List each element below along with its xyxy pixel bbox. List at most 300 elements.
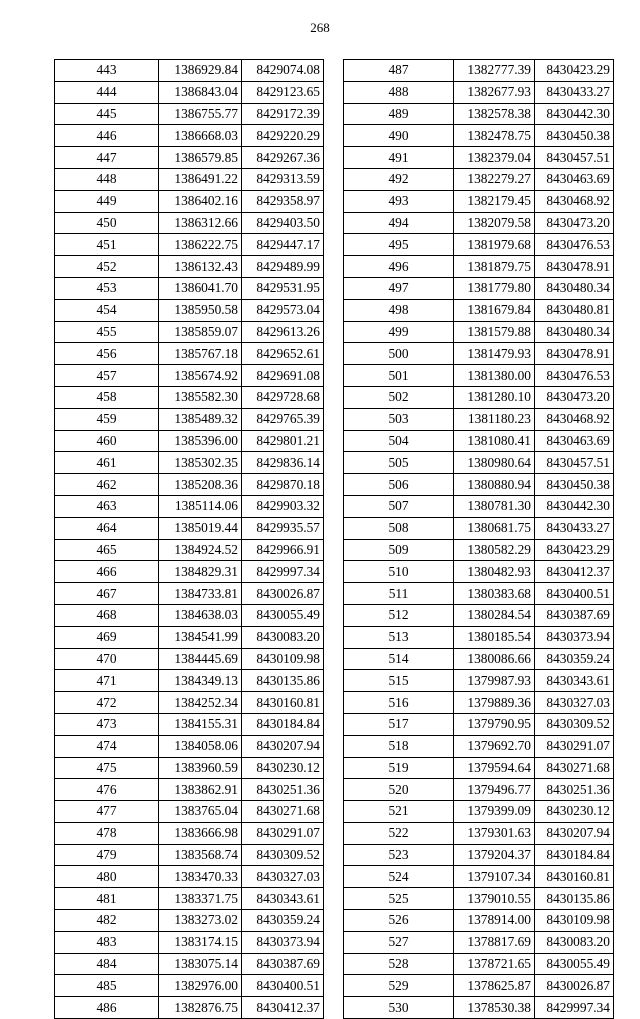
- point-number-cell: 521: [344, 801, 454, 823]
- table-row: [344, 561, 614, 583]
- y-coordinate-cell: 8430473.20: [535, 212, 614, 234]
- y-coordinate-cell: 8430423.29: [535, 60, 614, 82]
- table-row: [344, 408, 614, 430]
- y-coordinate-cell: 8430055.49: [535, 953, 614, 975]
- table-row: [344, 931, 614, 953]
- x-coordinate-cell: 1384638.03: [159, 604, 242, 626]
- table-row: [55, 452, 324, 474]
- point-number-cell: 466: [55, 561, 159, 583]
- table-row: [55, 386, 324, 408]
- x-coordinate-cell: 1386402.16: [159, 190, 242, 212]
- y-coordinate-cell: 8430309.52: [535, 713, 614, 735]
- x-coordinate-cell: 1385950.58: [159, 299, 242, 321]
- coordinates-table-right: [343, 59, 614, 1019]
- point-number-cell: 517: [344, 713, 454, 735]
- x-coordinate-cell: 1384829.31: [159, 561, 242, 583]
- y-coordinate-cell: 8430055.49: [242, 604, 324, 626]
- point-number-cell: 500: [344, 343, 454, 365]
- x-coordinate-cell: 1378625.87: [454, 975, 535, 997]
- table-row: [55, 822, 324, 844]
- point-number-cell: 525: [344, 888, 454, 910]
- y-coordinate-cell: 8429966.91: [242, 539, 324, 561]
- x-coordinate-cell: 1380482.93: [454, 561, 535, 583]
- y-coordinate-cell: 8429652.61: [242, 343, 324, 365]
- y-coordinate-cell: 8430478.91: [535, 256, 614, 278]
- x-coordinate-cell: 1381280.10: [454, 386, 535, 408]
- point-number-cell: 484: [55, 953, 159, 975]
- table-row: [344, 386, 614, 408]
- table-row: [55, 735, 324, 757]
- table-row: [344, 452, 614, 474]
- x-coordinate-cell: 1386132.43: [159, 256, 242, 278]
- point-number-cell: 464: [55, 517, 159, 539]
- y-coordinate-cell: 8430412.37: [242, 997, 324, 1019]
- x-coordinate-cell: 1379889.36: [454, 692, 535, 714]
- point-number-cell: 512: [344, 604, 454, 626]
- y-coordinate-cell: 8429836.14: [242, 452, 324, 474]
- table-row: [344, 975, 614, 997]
- table-row: [344, 365, 614, 387]
- y-coordinate-cell: 8429870.18: [242, 474, 324, 496]
- x-coordinate-cell: 1380582.29: [454, 539, 535, 561]
- table-row: [344, 430, 614, 452]
- table-row: [344, 844, 614, 866]
- table-row: [55, 888, 324, 910]
- table-row: [344, 779, 614, 801]
- y-coordinate-cell: 8429358.97: [242, 190, 324, 212]
- point-number-cell: 474: [55, 735, 159, 757]
- x-coordinate-cell: 1385582.30: [159, 386, 242, 408]
- x-coordinate-cell: 1382777.39: [454, 60, 535, 82]
- table-row: [344, 495, 614, 517]
- y-coordinate-cell: 8430271.68: [242, 801, 324, 823]
- y-coordinate-cell: 8430442.30: [535, 495, 614, 517]
- table-row: [55, 670, 324, 692]
- table-row: [55, 321, 324, 343]
- point-number-cell: 472: [55, 692, 159, 714]
- x-coordinate-cell: 1381679.84: [454, 299, 535, 321]
- x-coordinate-cell: 1379107.34: [454, 866, 535, 888]
- table-row: [55, 997, 324, 1019]
- table-row: [55, 430, 324, 452]
- y-coordinate-cell: 8430207.94: [242, 735, 324, 757]
- y-coordinate-cell: 8429074.08: [242, 60, 324, 82]
- table-row: [55, 125, 324, 147]
- table-row: [344, 277, 614, 299]
- y-coordinate-cell: 8430463.69: [535, 168, 614, 190]
- point-number-cell: 457: [55, 365, 159, 387]
- point-number-cell: 475: [55, 757, 159, 779]
- table-row: [55, 299, 324, 321]
- point-number-cell: 462: [55, 474, 159, 496]
- x-coordinate-cell: 1380681.75: [454, 517, 535, 539]
- point-number-cell: 450: [55, 212, 159, 234]
- x-coordinate-cell: 1384733.81: [159, 583, 242, 605]
- x-coordinate-cell: 1384252.34: [159, 692, 242, 714]
- y-coordinate-cell: 8429489.99: [242, 256, 324, 278]
- point-number-cell: 522: [344, 822, 454, 844]
- table-row: [55, 583, 324, 605]
- point-number-cell: 498: [344, 299, 454, 321]
- point-number-cell: 449: [55, 190, 159, 212]
- table-row: [344, 626, 614, 648]
- point-number-cell: 520: [344, 779, 454, 801]
- x-coordinate-cell: 1382279.27: [454, 168, 535, 190]
- table-row: [55, 168, 324, 190]
- y-coordinate-cell: 8430423.29: [535, 539, 614, 561]
- table-row: [344, 474, 614, 496]
- table-row: [55, 844, 324, 866]
- y-coordinate-cell: 8430230.12: [242, 757, 324, 779]
- point-number-cell: 456: [55, 343, 159, 365]
- point-number-cell: 452: [55, 256, 159, 278]
- table-row: [344, 670, 614, 692]
- point-number-cell: 479: [55, 844, 159, 866]
- table-body-right: [344, 60, 614, 1019]
- y-coordinate-cell: 8429997.34: [535, 997, 614, 1019]
- y-coordinate-cell: 8430442.30: [535, 103, 614, 125]
- x-coordinate-cell: 1383765.04: [159, 801, 242, 823]
- y-coordinate-cell: 8430373.94: [535, 626, 614, 648]
- y-coordinate-cell: 8430160.81: [242, 692, 324, 714]
- table-row: [55, 910, 324, 932]
- x-coordinate-cell: 1380383.68: [454, 583, 535, 605]
- y-coordinate-cell: 8430478.91: [535, 343, 614, 365]
- y-coordinate-cell: 8430457.51: [535, 147, 614, 169]
- y-coordinate-cell: 8430387.69: [242, 953, 324, 975]
- point-number-cell: 506: [344, 474, 454, 496]
- table-row: [55, 604, 324, 626]
- y-coordinate-cell: 8429123.65: [242, 81, 324, 103]
- table-row: [344, 299, 614, 321]
- point-number-cell: 469: [55, 626, 159, 648]
- table-row: [344, 801, 614, 823]
- point-number-cell: 463: [55, 495, 159, 517]
- x-coordinate-cell: 1380284.54: [454, 604, 535, 626]
- y-coordinate-cell: 8430359.24: [242, 910, 324, 932]
- point-number-cell: 516: [344, 692, 454, 714]
- table-row: [55, 147, 324, 169]
- point-number-cell: 453: [55, 277, 159, 299]
- y-coordinate-cell: 8429935.57: [242, 517, 324, 539]
- point-number-cell: 501: [344, 365, 454, 387]
- x-coordinate-cell: 1379496.77: [454, 779, 535, 801]
- x-coordinate-cell: 1378530.38: [454, 997, 535, 1019]
- y-coordinate-cell: 8430450.38: [535, 125, 614, 147]
- table-row: [55, 953, 324, 975]
- point-number-cell: 497: [344, 277, 454, 299]
- table-row: [344, 604, 614, 626]
- x-coordinate-cell: 1382379.04: [454, 147, 535, 169]
- point-number-cell: 510: [344, 561, 454, 583]
- x-coordinate-cell: 1383960.59: [159, 757, 242, 779]
- point-number-cell: 461: [55, 452, 159, 474]
- table-row: [55, 539, 324, 561]
- table-row: [55, 212, 324, 234]
- x-coordinate-cell: 1384924.52: [159, 539, 242, 561]
- point-number-cell: 468: [55, 604, 159, 626]
- table-row: [344, 343, 614, 365]
- y-coordinate-cell: 8430160.81: [535, 866, 614, 888]
- y-coordinate-cell: 8430433.27: [535, 517, 614, 539]
- x-coordinate-cell: 1386041.70: [159, 277, 242, 299]
- x-coordinate-cell: 1386929.84: [159, 60, 242, 82]
- y-coordinate-cell: 8430184.84: [242, 713, 324, 735]
- point-number-cell: 481: [55, 888, 159, 910]
- table-row: [344, 190, 614, 212]
- x-coordinate-cell: 1385489.32: [159, 408, 242, 430]
- x-coordinate-cell: 1381579.88: [454, 321, 535, 343]
- y-coordinate-cell: 8430135.86: [242, 670, 324, 692]
- x-coordinate-cell: 1382478.75: [454, 125, 535, 147]
- point-number-cell: 467: [55, 583, 159, 605]
- point-number-cell: 526: [344, 910, 454, 932]
- table-row: [344, 168, 614, 190]
- point-number-cell: 509: [344, 539, 454, 561]
- point-number-cell: 477: [55, 801, 159, 823]
- point-number-cell: 496: [344, 256, 454, 278]
- x-coordinate-cell: 1386579.85: [159, 147, 242, 169]
- y-coordinate-cell: 8430109.98: [535, 910, 614, 932]
- point-number-cell: 486: [55, 997, 159, 1019]
- x-coordinate-cell: 1380086.66: [454, 648, 535, 670]
- point-number-cell: 465: [55, 539, 159, 561]
- table-row: [344, 321, 614, 343]
- point-number-cell: 487: [344, 60, 454, 82]
- point-number-cell: 483: [55, 931, 159, 953]
- y-coordinate-cell: 8430457.51: [535, 452, 614, 474]
- table-row: [344, 713, 614, 735]
- x-coordinate-cell: 1381879.75: [454, 256, 535, 278]
- table-row: [55, 256, 324, 278]
- table-row: [55, 757, 324, 779]
- table-row: [55, 81, 324, 103]
- x-coordinate-cell: 1378721.65: [454, 953, 535, 975]
- x-coordinate-cell: 1383371.75: [159, 888, 242, 910]
- y-coordinate-cell: 8429691.08: [242, 365, 324, 387]
- table-row: [344, 822, 614, 844]
- page-number: 268: [310, 20, 330, 35]
- table-row: [55, 343, 324, 365]
- y-coordinate-cell: 8430291.07: [535, 735, 614, 757]
- y-coordinate-cell: 8430109.98: [242, 648, 324, 670]
- x-coordinate-cell: 1379692.70: [454, 735, 535, 757]
- y-coordinate-cell: 8430433.27: [535, 81, 614, 103]
- point-number-cell: 454: [55, 299, 159, 321]
- y-coordinate-cell: 8430251.36: [535, 779, 614, 801]
- table-row: [344, 234, 614, 256]
- coordinates-table-left: [54, 59, 324, 1019]
- x-coordinate-cell: 1379790.95: [454, 713, 535, 735]
- x-coordinate-cell: 1380980.64: [454, 452, 535, 474]
- y-coordinate-cell: 8430463.69: [535, 430, 614, 452]
- point-number-cell: 504: [344, 430, 454, 452]
- y-coordinate-cell: 8430450.38: [535, 474, 614, 496]
- point-number-cell: 490: [344, 125, 454, 147]
- table-row: [55, 60, 324, 82]
- point-number-cell: 460: [55, 430, 159, 452]
- y-coordinate-cell: 8430476.53: [535, 365, 614, 387]
- point-number-cell: 476: [55, 779, 159, 801]
- y-coordinate-cell: 8430400.51: [242, 975, 324, 997]
- x-coordinate-cell: 1385674.92: [159, 365, 242, 387]
- x-coordinate-cell: 1379301.63: [454, 822, 535, 844]
- x-coordinate-cell: 1383862.91: [159, 779, 242, 801]
- x-coordinate-cell: 1378914.00: [454, 910, 535, 932]
- point-number-cell: 443: [55, 60, 159, 82]
- table-row: [55, 648, 324, 670]
- table-row: [344, 517, 614, 539]
- y-coordinate-cell: 8430251.36: [242, 779, 324, 801]
- point-number-cell: 482: [55, 910, 159, 932]
- x-coordinate-cell: 1386312.66: [159, 212, 242, 234]
- y-coordinate-cell: 8430184.84: [535, 844, 614, 866]
- y-coordinate-cell: 8430026.87: [535, 975, 614, 997]
- point-number-cell: 448: [55, 168, 159, 190]
- x-coordinate-cell: 1379399.09: [454, 801, 535, 823]
- table-row: [344, 866, 614, 888]
- x-coordinate-cell: 1386491.22: [159, 168, 242, 190]
- table-row: [55, 365, 324, 387]
- x-coordinate-cell: 1384058.06: [159, 735, 242, 757]
- y-coordinate-cell: 8430327.03: [242, 866, 324, 888]
- x-coordinate-cell: 1382976.00: [159, 975, 242, 997]
- point-number-cell: 515: [344, 670, 454, 692]
- x-coordinate-cell: 1386668.03: [159, 125, 242, 147]
- table-row: [344, 757, 614, 779]
- point-number-cell: 446: [55, 125, 159, 147]
- x-coordinate-cell: 1379204.37: [454, 844, 535, 866]
- point-number-cell: 480: [55, 866, 159, 888]
- point-number-cell: 495: [344, 234, 454, 256]
- point-number-cell: 489: [344, 103, 454, 125]
- y-coordinate-cell: 8430083.20: [535, 931, 614, 953]
- table-row: [55, 474, 324, 496]
- y-coordinate-cell: 8429801.21: [242, 430, 324, 452]
- y-coordinate-cell: 8429765.39: [242, 408, 324, 430]
- x-coordinate-cell: 1382079.58: [454, 212, 535, 234]
- point-number-cell: 447: [55, 147, 159, 169]
- y-coordinate-cell: 8429728.68: [242, 386, 324, 408]
- x-coordinate-cell: 1385114.06: [159, 495, 242, 517]
- table-row: [344, 212, 614, 234]
- x-coordinate-cell: 1383666.98: [159, 822, 242, 844]
- table-row: [344, 953, 614, 975]
- point-number-cell: 488: [344, 81, 454, 103]
- point-number-cell: 508: [344, 517, 454, 539]
- table-row: [55, 408, 324, 430]
- point-number-cell: 499: [344, 321, 454, 343]
- table-row: [55, 495, 324, 517]
- point-number-cell: 511: [344, 583, 454, 605]
- point-number-cell: 518: [344, 735, 454, 757]
- x-coordinate-cell: 1385302.35: [159, 452, 242, 474]
- table-row: [344, 735, 614, 757]
- x-coordinate-cell: 1384541.99: [159, 626, 242, 648]
- x-coordinate-cell: 1385019.44: [159, 517, 242, 539]
- point-number-cell: 451: [55, 234, 159, 256]
- x-coordinate-cell: 1379594.64: [454, 757, 535, 779]
- y-coordinate-cell: 8429613.26: [242, 321, 324, 343]
- point-number-cell: 502: [344, 386, 454, 408]
- point-number-cell: 527: [344, 931, 454, 953]
- x-coordinate-cell: 1381380.00: [454, 365, 535, 387]
- y-coordinate-cell: 8430400.51: [535, 583, 614, 605]
- x-coordinate-cell: 1384349.13: [159, 670, 242, 692]
- x-coordinate-cell: 1382179.45: [454, 190, 535, 212]
- table-row: [55, 626, 324, 648]
- x-coordinate-cell: 1381080.41: [454, 430, 535, 452]
- y-coordinate-cell: 8430480.34: [535, 277, 614, 299]
- y-coordinate-cell: 8430135.86: [535, 888, 614, 910]
- y-coordinate-cell: 8429313.59: [242, 168, 324, 190]
- x-coordinate-cell: 1383273.02: [159, 910, 242, 932]
- point-number-cell: 528: [344, 953, 454, 975]
- table-row: [344, 583, 614, 605]
- point-number-cell: 524: [344, 866, 454, 888]
- x-coordinate-cell: 1384445.69: [159, 648, 242, 670]
- table-row: [55, 277, 324, 299]
- table-row: [55, 779, 324, 801]
- x-coordinate-cell: 1383470.33: [159, 866, 242, 888]
- x-coordinate-cell: 1380880.94: [454, 474, 535, 496]
- table-row: [344, 692, 614, 714]
- y-coordinate-cell: 8430230.12: [535, 801, 614, 823]
- point-number-cell: 478: [55, 822, 159, 844]
- point-number-cell: 513: [344, 626, 454, 648]
- point-number-cell: 507: [344, 495, 454, 517]
- x-coordinate-cell: 1385767.18: [159, 343, 242, 365]
- y-coordinate-cell: 8430476.53: [535, 234, 614, 256]
- point-number-cell: 458: [55, 386, 159, 408]
- table-row: [344, 103, 614, 125]
- x-coordinate-cell: 1384155.31: [159, 713, 242, 735]
- y-coordinate-cell: 8429267.36: [242, 147, 324, 169]
- table-row: [344, 910, 614, 932]
- point-number-cell: 493: [344, 190, 454, 212]
- point-number-cell: 473: [55, 713, 159, 735]
- table-row: [55, 234, 324, 256]
- point-number-cell: 530: [344, 997, 454, 1019]
- y-coordinate-cell: 8430473.20: [535, 386, 614, 408]
- y-coordinate-cell: 8429172.39: [242, 103, 324, 125]
- point-number-cell: 491: [344, 147, 454, 169]
- y-coordinate-cell: 8430387.69: [535, 604, 614, 626]
- x-coordinate-cell: 1381979.68: [454, 234, 535, 256]
- x-coordinate-cell: 1383568.74: [159, 844, 242, 866]
- point-number-cell: 470: [55, 648, 159, 670]
- point-number-cell: 519: [344, 757, 454, 779]
- table-row: [55, 801, 324, 823]
- point-number-cell: 459: [55, 408, 159, 430]
- y-coordinate-cell: 8429531.95: [242, 277, 324, 299]
- point-number-cell: 529: [344, 975, 454, 997]
- y-coordinate-cell: 8430359.24: [535, 648, 614, 670]
- y-coordinate-cell: 8430343.61: [535, 670, 614, 692]
- y-coordinate-cell: 8430468.92: [535, 408, 614, 430]
- y-coordinate-cell: 8429997.34: [242, 561, 324, 583]
- y-coordinate-cell: 8430309.52: [242, 844, 324, 866]
- table-body-left: [55, 60, 324, 1019]
- table-row: [55, 931, 324, 953]
- table-row: [55, 713, 324, 735]
- y-coordinate-cell: 8430291.07: [242, 822, 324, 844]
- x-coordinate-cell: 1386755.77: [159, 103, 242, 125]
- y-coordinate-cell: 8430373.94: [242, 931, 324, 953]
- x-coordinate-cell: 1380185.54: [454, 626, 535, 648]
- point-number-cell: 514: [344, 648, 454, 670]
- x-coordinate-cell: 1380781.30: [454, 495, 535, 517]
